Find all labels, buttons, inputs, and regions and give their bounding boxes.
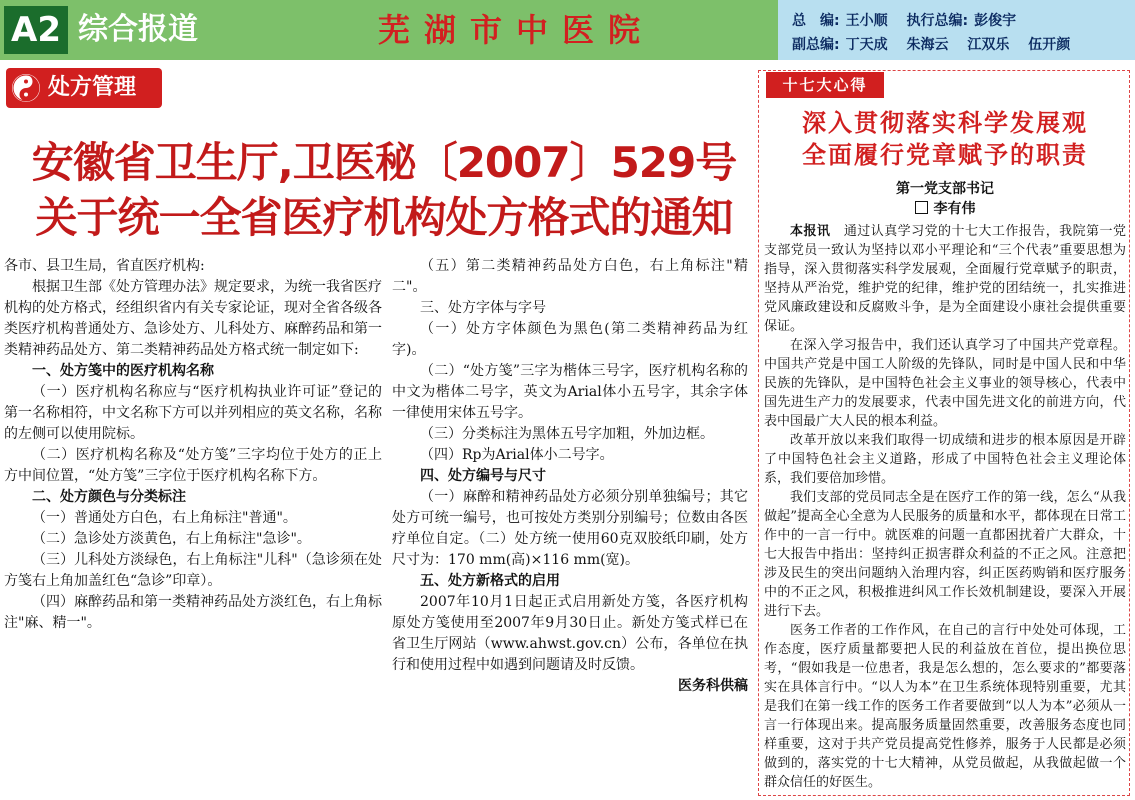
editor-value: 伍开颜	[1028, 37, 1071, 53]
paragraph: （一）医疗机构名称应与“医疗机构执业许可证”登记的第一名称相符，中文名称下方可以并列相应的英文名称，名称的左侧可以使用院标。	[4, 384, 382, 442]
article-column-2	[392, 256, 748, 697]
editor-value: 王小顺	[845, 13, 888, 29]
paragraph: （四）Rp为Arial体小二号字。	[420, 447, 614, 463]
column-tag-label: 处方管理	[48, 75, 137, 100]
paragraph: （一）麻醉和精神药品处方必须分别单独编号；其它处方可统一编号，也可按处方类别分别编号；位数由各医疗单位自定。（二）处方统一使用60克双胶纸印刷，处方尺寸为：170 mm(高)×116 mm(宽)。	[392, 489, 748, 568]
editor-value: 彭俊宇	[974, 13, 1017, 29]
editor-value: 江双乐	[967, 37, 1010, 53]
editor-label: 执行总编:	[906, 13, 969, 29]
paragraph: 在深入学习报告中，我们还认真学习了中国共产党章程。中国共产党是中国工人阶级的先锋队，同时是中国人民和中华民族的先锋队，是中国特色社会主义事业的领导核心，代表中国先进生产力的发展要求，代表中国先进文化的前进方向，代表中国最广大人民的根本利益。	[764, 338, 1126, 429]
paragraph: （一）普通处方白色，右上角标注"普通"。	[32, 510, 297, 526]
paragraph: （五）第二类精神药品处方白色，右上角标注"精二"。	[392, 258, 748, 295]
headline-line-2: 关于统一全省医疗机构处方格式的通知	[35, 193, 733, 242]
paragraph-text: 通过认真学习党的十七大工作报告，我院第一党支部党员一致认为坚持以邓小平理论和“三个代表”重要思想为指导，深入贯彻落实科学发展观，全面履行党章赋予的职责，坚持从严治党，维护党的纪律，维护党的团结统一，扎实推进党风廉政建设和反腐败斗争，是为全面建设小康社会提供重要保证。	[764, 224, 1126, 334]
paragraph: （三）分类标注为黑体五号字加粗，外加边框。	[420, 426, 714, 442]
editor-label: 总 编:	[792, 13, 840, 29]
paragraph: 二、处方颜色与分类标注	[32, 489, 186, 505]
box-glyph-icon	[915, 201, 928, 214]
editor-value: 朱海云	[906, 37, 949, 53]
page-number: A2	[4, 6, 68, 54]
paragraph: 2007年10月1日起正式启用新处方笺，各医疗机构原处方笺使用至2007年9月30日止。新处方笺式样已在省卫生厅网站（www.ahwst.gov.cn）公布，各单位在执行和使用过程中如遇到问题请及时反馈。	[392, 594, 748, 673]
lead-tag: 本报讯	[790, 224, 831, 239]
masthead-left	[0, 0, 778, 60]
editor-row-1	[792, 10, 1030, 30]
paragraph: 各市、县卫生局，省直医疗机构:	[4, 258, 205, 274]
paragraph: 医务科供稿	[678, 678, 748, 694]
paragraph: （二）医疗机构名称及“处方笺”三字均位于处方的正上方中间位置，“处方笺”三字位于医疗机构名称下方。	[4, 447, 382, 484]
paragraph: 一、处方笺中的医疗机构名称	[32, 363, 214, 379]
paragraph: （四）麻醉药品和第一类精神药品处方淡红色，右上角标注"麻、精一"。	[4, 594, 382, 631]
sidebar-title-line-1: 深入贯彻落实科学发展观	[802, 109, 1088, 137]
sidebar-title-line-2: 全面履行党章赋予的职责	[802, 141, 1088, 169]
editor-row-2	[792, 34, 1084, 54]
paragraph: 四、处方编号与尺寸	[420, 468, 546, 484]
paragraph: （三）儿科处方淡绿色，右上角标注"儿科"（急诊须在处方笺右上角加盖红色“急诊”印章）。	[4, 552, 382, 589]
editor-value: 丁天成	[845, 37, 888, 53]
sidebar-tag: 十七大心得	[766, 72, 884, 98]
paragraph: 改革开放以来我们取得一切成绩和进步的根本原因是开辟了中国特色社会主义道路，形成了中国特色社会主义理论体系，我们要倍加珍惜。	[764, 433, 1126, 486]
headline-line-1: 安徽省卫生厅,卫医秘〔2007〕529号	[31, 138, 737, 187]
author-position: 第一党支部书记	[896, 181, 994, 197]
hospital-name: 芜湖市中医院	[378, 11, 655, 49]
paragraph: 医务工作者的工作作风，在自己的言行中处处可体现，工作态度，医疗质量都要把人民的利益放在首位，提出换位思考，“假如我是一位患者，我是怎么想的，怎么要求的”都要落实在具体言行中。“以人为本”在卫生系统体现特别重要，尤其是我们在第一线工作的医务工作者要做到“以人为本”必须从一言一行体现出来。提高服务质量固然重要，改善服务态度也同样重要，这对于共产党员提高党性修养，服务于人民都是必须做到的，落实党的十七大精神，从党员做起，从我做起做一个群众信任的好医生。	[764, 623, 1126, 790]
paragraph: 三、处方字体与字号	[420, 300, 546, 316]
author-line	[762, 198, 1128, 218]
masthead	[0, 0, 1135, 60]
editor-label: 副总编:	[792, 37, 840, 53]
paragraph	[764, 222, 1126, 336]
paragraph: 五、处方新格式的启用	[420, 573, 560, 589]
article-column-1	[4, 256, 382, 634]
paragraph: 根据卫生部《处方管理办法》规定要求，为统一我省医疗机构的处方格式，经组织省内有关专家论证，现对全省各级各类医疗机构普通处方、急诊处方、儿科处方、麻醉药品和第一类精神药品处方、第二类精神药品处方格式统一制定如下:	[4, 279, 382, 358]
editorial-board	[778, 0, 1135, 60]
section-title: 综合报道	[78, 12, 198, 47]
author-name: 李有伟	[933, 201, 976, 217]
column-tag	[6, 68, 162, 108]
paragraph: （二）“处方笺”三字为楷体三号字，医疗机构名称的中文为楷体二号字，英文为Arial体小五号字，其余字体一律使用宋体五号字。	[392, 363, 748, 421]
paragraph: 我们支部的党员同志全是在医疗工作的第一线，怎么“从我做起”提高全心全意为人民服务的质量和水平，都体现在日常工作中的一言一行中。就医难的问题一直都困扰着广大群众，十七大报告中指出：坚持纠正损害群众利益的不正之风。注意把涉及民生的突出问题纳入治理内容，纠正医药购销和医疗服务中的不正之风，积极推进纠风工作长效机制建设，要深入开展进行下去。	[764, 490, 1126, 619]
paragraph: （二）急诊处方淡黄色，右上角标注"急诊"。	[32, 531, 311, 547]
sidebar-article	[764, 222, 1126, 792]
yin-yang-icon	[12, 74, 40, 102]
paragraph: （一）处方字体颜色为黑色(第二类精神药品为红字)。	[392, 321, 748, 358]
